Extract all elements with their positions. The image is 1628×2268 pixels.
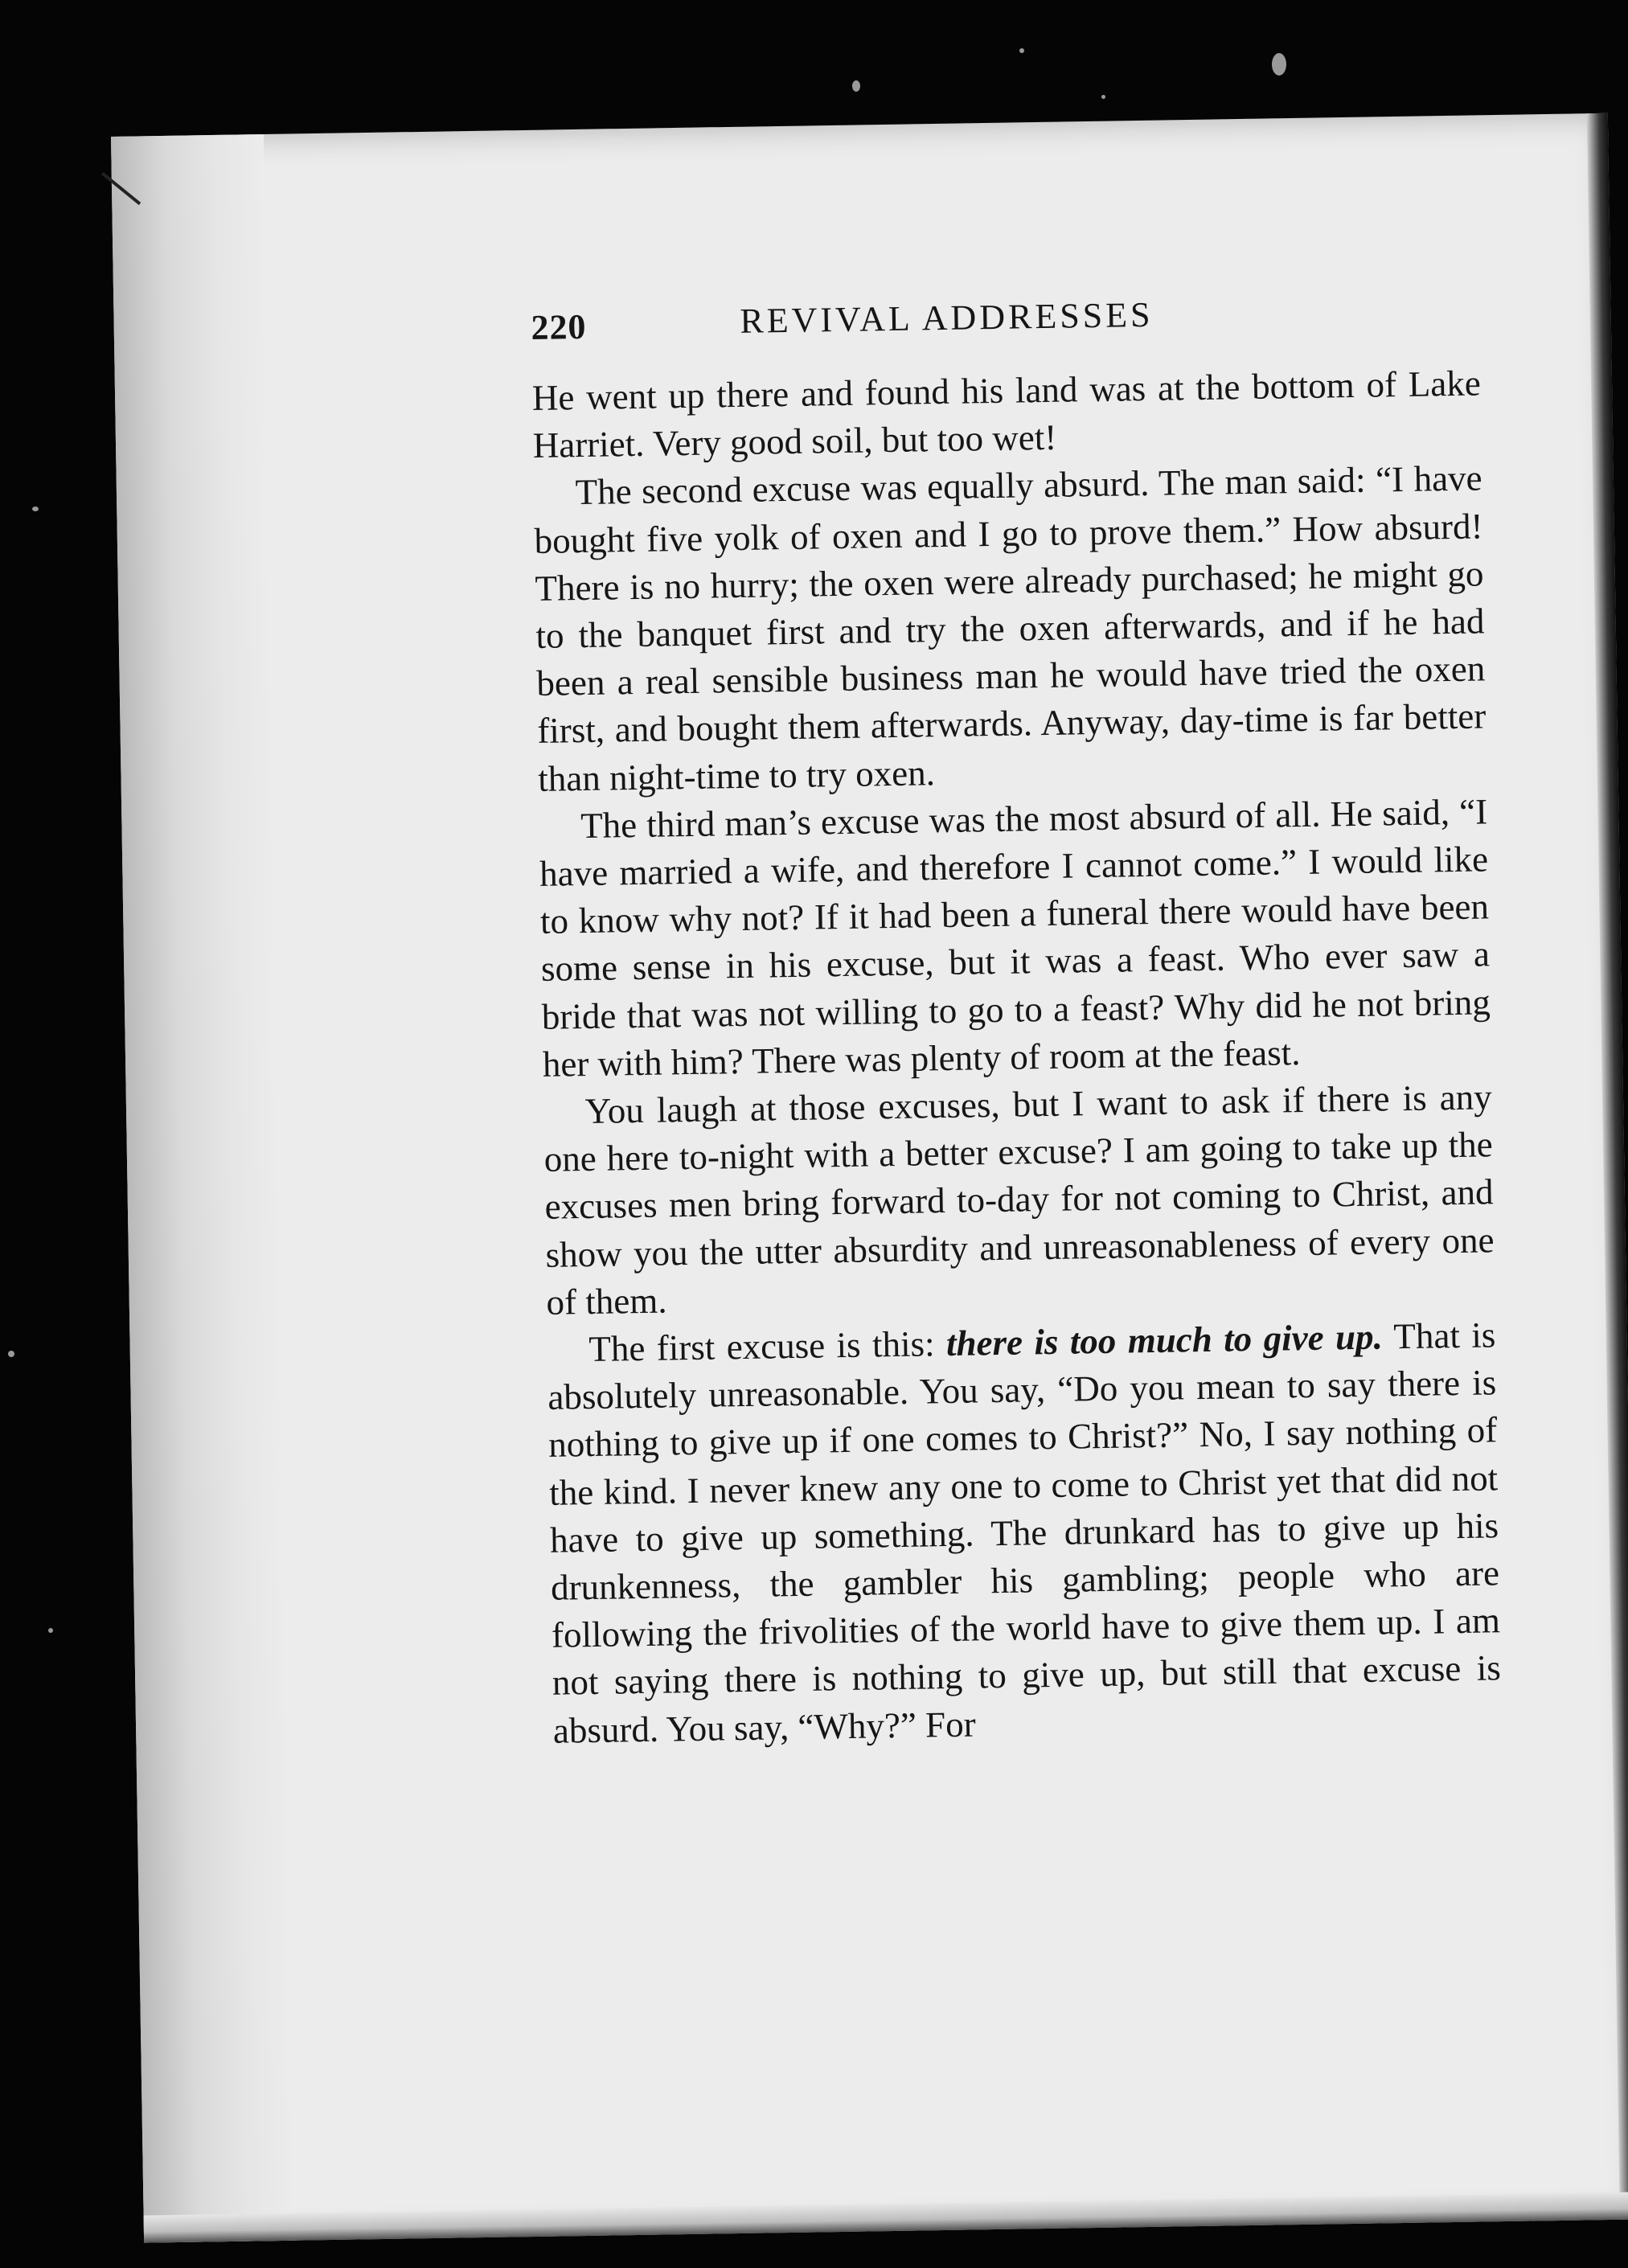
page-number: 220: [531, 306, 587, 347]
scan-speck: [1272, 53, 1286, 76]
paragraph-3: The third man’s excuse was the most absurd of all. He said, “I have married a wife, and therefore I cannot come.” I would like to know why not? If it had been a funeral there would have been some sense in his excuse, but it was a feast. Who ever saw a bride that was not willing to go to a feast? Why did he not bring her with him? There was plenty of room at the feast.: [539, 791, 1491, 1085]
paragraph-4: You laugh at those excuses, but I want to ask if there is any one here to-night with a better excuse? I am going to take up the excuses men bring forward to-day for not coming to Christ, and show you the utter absurdity and unreasonableness of every one of them.: [543, 1077, 1495, 1323]
paragraph-5-emphasis: there is too much to give up.: [945, 1316, 1384, 1364]
scan-speck: [8, 1351, 14, 1357]
scan-speck: [48, 1628, 53, 1633]
scan-speck: [852, 80, 860, 92]
page-bottom-edge: [144, 2192, 1628, 2242]
scan-speck: [1101, 95, 1105, 99]
paragraph-2: The second excuse was equally absurd. The man said: “I have bought five yolk of oxen and I go to prove them.” How absurd! There is no hurry; the oxen were already purchased; he might go to the banquet first and try the oxen afterwards, and if he had been a real sensible business man he would have tried the oxen first, and bought them afterwards. Anyway, day-time is far better than night-time to try oxen.: [534, 457, 1487, 799]
running-head-title: REVIVAL ADDRESSES: [739, 294, 1154, 341]
paragraph-5-rest: That is absolutely unreasonable. You say, “Do you mean to say there is nothing to give up if one comes to Christ?” No, I say nothing of the kind. I never knew any one to come to Christ yet that did not have to give up something. The drunkard has to give up his drunkenness, the gambler his gambling; people who are following the frivolities of the world have to give them up. I am not saying there is nothing to give up, but still that excuse is absurd. You say, “Why?” For: [547, 1314, 1502, 1751]
page-text-block: [531, 289, 1502, 1754]
paragraph-5-start: The first excuse is this:: [588, 1323, 947, 1370]
paragraph-5: [547, 1311, 1502, 1754]
page-right-edge: [1587, 113, 1628, 2220]
paragraph-1: He went up there and found his land was at the bottom of Lake Harriet. Very good soil, but too wet!: [531, 363, 1482, 466]
body-text: [531, 359, 1502, 1754]
page-gutter-shadow: [111, 134, 297, 2243]
scan-speck: [1019, 48, 1024, 53]
scan-speck: [32, 507, 39, 511]
